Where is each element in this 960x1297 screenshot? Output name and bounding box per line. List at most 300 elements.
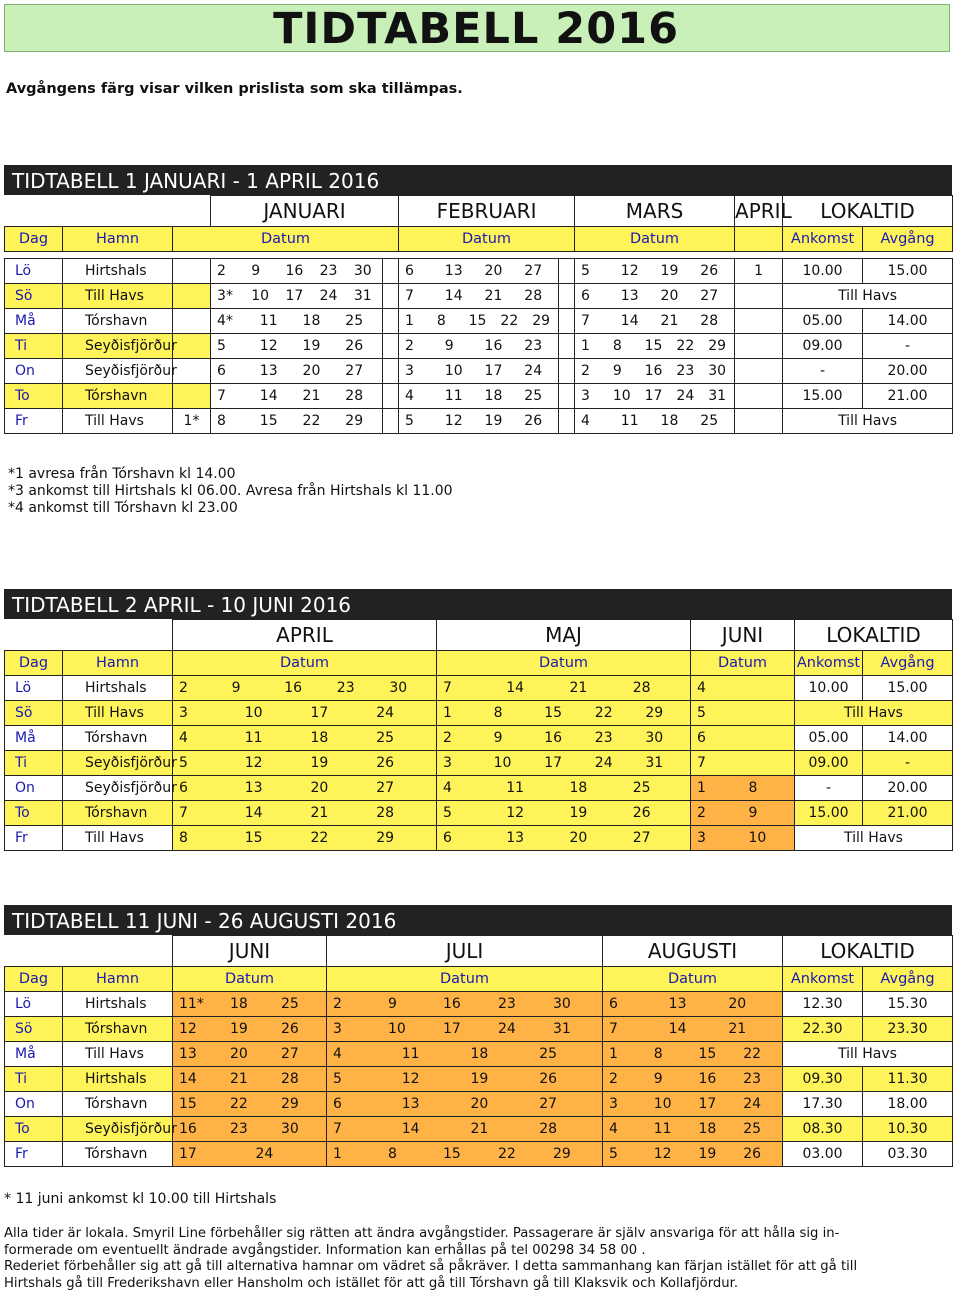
date-value: 22 (302, 413, 321, 429)
date-value: 1 (581, 338, 590, 354)
maj-dates (437, 826, 691, 851)
date-value: 27 (632, 830, 651, 846)
day-cell: To (5, 384, 63, 409)
date-value: 23 (498, 996, 516, 1012)
day-cell: Sö (5, 284, 63, 309)
date-value: 2 (217, 263, 226, 279)
jan-dates (211, 284, 383, 309)
date-value: 11 (444, 388, 463, 404)
date-value: 19 (302, 338, 321, 354)
date-value: 9 (653, 1071, 663, 1087)
ankomst-cell: 09.00 (795, 751, 863, 776)
timetable-2-grid (4, 619, 953, 851)
date-group (399, 284, 558, 308)
aug-dates (603, 1117, 783, 1142)
date-value: 16 (443, 996, 461, 1012)
date-value: 10 (653, 1096, 672, 1112)
maj-dates (437, 726, 691, 751)
ankomst-cell: - (795, 776, 863, 801)
date-group (603, 1067, 782, 1091)
table-row (5, 384, 953, 409)
month-label: APRIL (735, 196, 783, 227)
date-value: 5 (609, 1146, 618, 1162)
date-value: 30 (353, 263, 372, 279)
date-value: 15 (468, 313, 487, 329)
jul-dates (327, 1117, 603, 1142)
date-value: 15 (259, 413, 278, 429)
ankomst-cell: 09.00 (783, 334, 863, 359)
date-value: 17 (698, 1096, 717, 1112)
avgang-cell: - (863, 751, 953, 776)
mar-dates (575, 284, 735, 309)
date-value: 7 (609, 1021, 618, 1037)
date-value: 2 (333, 996, 342, 1012)
date-value: 6 (581, 288, 590, 304)
date-value: 21 (470, 1121, 489, 1137)
date-value: 11 (653, 1121, 672, 1137)
maj-dates (437, 801, 691, 826)
date-value: 2 (405, 338, 414, 354)
ankomst-cell: - (783, 359, 863, 384)
table-row (5, 801, 953, 826)
date-value: 7 (217, 388, 226, 404)
ankomst-cell: 17.30 (783, 1092, 863, 1117)
port-cell: Tórshavn (63, 726, 173, 751)
date-value: 6 (697, 730, 706, 746)
col-header-datum: Datum (691, 651, 795, 676)
date-value: 12 (620, 263, 639, 279)
date-value: 31 (353, 288, 372, 304)
date-value: 28 (632, 680, 651, 696)
ankomst-cell: 05.00 (783, 309, 863, 334)
date-value: 4 (405, 388, 414, 404)
date-value: 5 (697, 705, 706, 721)
mar-dates (575, 259, 735, 284)
date-value: 28 (281, 1071, 299, 1087)
aug-dates (603, 1017, 783, 1042)
date-group (173, 726, 436, 750)
date-value: 24 (498, 1021, 516, 1037)
day-cell: Lö (5, 992, 63, 1017)
apr-dates (173, 726, 437, 751)
ankomst-cell: 03.00 (783, 1142, 863, 1167)
timetable-3-grid (4, 935, 953, 1167)
date-value: 29 (645, 705, 664, 721)
table-row (5, 676, 953, 701)
day-cell: On (5, 1092, 63, 1117)
spacer (559, 409, 575, 434)
date-value: 26 (700, 263, 719, 279)
date-group (211, 409, 382, 433)
date-value: 10 (612, 388, 631, 404)
date-value: 4 (697, 680, 706, 696)
table-row (5, 701, 953, 726)
lokaltid-label: LOKALTID (795, 620, 953, 651)
date-value: 29 (532, 313, 551, 329)
date-value: 10 (251, 288, 270, 304)
date-value: 9 (612, 363, 622, 379)
timetable-1-notes (8, 466, 453, 517)
date-group (173, 826, 436, 850)
aug-dates (603, 1142, 783, 1167)
date-value: 26 (632, 805, 651, 821)
avgang-cell: 18.00 (863, 1092, 953, 1117)
date-value: 25 (700, 413, 719, 429)
date-value: 19 (310, 755, 329, 771)
date-value (173, 284, 211, 309)
day-cell: Fr (5, 826, 63, 851)
jun-dates (173, 1092, 327, 1117)
date-value: 20 (569, 830, 588, 846)
date-value: 12 (653, 1146, 672, 1162)
date-value: 30 (553, 996, 571, 1012)
avgang-cell: 15.00 (863, 676, 953, 701)
date-value: 20 (310, 780, 329, 796)
date-value: 19 (470, 1071, 489, 1087)
apr-date: 1 (735, 259, 783, 284)
jun-dates (691, 776, 795, 801)
feb-dates (399, 309, 559, 334)
note-line: *1 avresa från Tórshavn kl 14.00 (8, 466, 236, 482)
avgang-cell: 14.00 (863, 726, 953, 751)
date-value: 9 (231, 680, 241, 696)
jun-dates (173, 1142, 327, 1167)
date-value: 17 (544, 755, 563, 771)
date-value: 9 (748, 805, 758, 821)
apr-dates (173, 701, 437, 726)
date-value: 25 (281, 996, 299, 1012)
maj-dates (437, 701, 691, 726)
day-cell: Lö (5, 259, 63, 284)
feb-dates (399, 359, 559, 384)
date-value: 27 (281, 1046, 299, 1062)
jan-dates (211, 334, 383, 359)
date-group (575, 309, 734, 333)
date-group (327, 1017, 602, 1041)
month-label: MARS (575, 196, 735, 227)
date-value: 13 (179, 1046, 197, 1062)
date-group (603, 992, 782, 1016)
date-group (437, 751, 690, 775)
date-value: 24 (319, 288, 338, 304)
page-title: TIDTABELL 2016 (273, 4, 679, 54)
col-header-datum: Datum (603, 967, 783, 992)
col-header-avgang: Avgång (863, 651, 953, 676)
date-value: 4 (179, 730, 188, 746)
date-value: 6 (179, 780, 188, 796)
date-value: 23 (524, 338, 543, 354)
apr-date (735, 284, 783, 309)
mar-dates (575, 384, 735, 409)
jan-dates (211, 309, 383, 334)
date-group (173, 776, 436, 800)
date-group (691, 701, 794, 725)
date-value: 22 (310, 830, 329, 846)
date-group (437, 726, 690, 750)
date-value: 24 (255, 1146, 274, 1162)
col-header-hamn: Hamn (63, 967, 173, 992)
port-cell: Till Havs (63, 701, 173, 726)
month-label: APRIL (173, 620, 437, 651)
date-value: 7 (405, 288, 414, 304)
lokaltid-label: LOKALTID (783, 196, 953, 227)
date-group (603, 1092, 782, 1116)
date-value: 2 (179, 680, 188, 696)
table-row (5, 776, 953, 801)
date-value: 15 (244, 830, 263, 846)
date-value: 20 (484, 263, 503, 279)
date-value: 8 (217, 413, 226, 429)
jun-dates (691, 701, 795, 726)
apr-dates (173, 751, 437, 776)
spacer (559, 259, 575, 284)
date-group (173, 1117, 326, 1141)
date-group (691, 676, 794, 700)
date-value: 28 (345, 388, 364, 404)
date-value: 1 (443, 705, 452, 721)
date-group (211, 359, 382, 383)
footer-line: formerade om eventuellt ändrade avgångstider. Information kan erhållas på tel 00298 34 58 00 . (4, 1242, 646, 1258)
spacer (559, 334, 575, 359)
ankomst-cell: 10.00 (795, 676, 863, 701)
date-group (327, 1042, 602, 1066)
date-value: 4 (581, 413, 590, 429)
jun-dates (173, 1017, 327, 1042)
note-line: *4 ankomst till Tórshavn kl 23.00 (8, 500, 238, 516)
date-group (399, 359, 558, 383)
port-cell: Till Havs (63, 1042, 173, 1067)
jun-dates (691, 726, 795, 751)
mar-dates (575, 409, 735, 434)
till-havs-cell: Till Havs (783, 409, 953, 434)
timetable-2 (4, 589, 952, 851)
date-value: 22 (743, 1046, 762, 1062)
footer-line: Rederiet förbehåller sig att gå till alternativa hamnar om vädret så påkräver. I detta sammanhang kan färjan istället för att gå till (4, 1259, 858, 1274)
date-value: 3 (609, 1096, 618, 1112)
date-value: 19 (660, 263, 679, 279)
date-value: 3 (581, 388, 590, 404)
apr-date (735, 309, 783, 334)
date-value: 12 (444, 413, 463, 429)
date-value: 8 (179, 830, 188, 846)
date-value: 13 (259, 363, 278, 379)
jun-dates (691, 826, 795, 851)
date-value: 3 (333, 1021, 342, 1037)
day-cell: Ti (5, 1067, 63, 1092)
table-row (5, 751, 953, 776)
date-value: 22 (498, 1146, 516, 1162)
date-group (399, 309, 558, 333)
date-value: 18 (569, 780, 588, 796)
col-header-hamn: Hamn (63, 651, 173, 676)
date-value: 19 (484, 413, 503, 429)
day-cell: Fr (5, 1142, 63, 1167)
date-value: 23 (319, 263, 338, 279)
date-value: 14 (401, 1121, 420, 1137)
avgang-cell: 23.30 (863, 1017, 953, 1042)
port-cell: Seyðisfjörður (63, 776, 173, 801)
date-group (437, 776, 690, 800)
jan-dates (211, 359, 383, 384)
date-value: 10 (444, 363, 463, 379)
port-cell: Hirtshals (63, 992, 173, 1017)
date-value: 17 (443, 1021, 461, 1037)
date-group (173, 992, 326, 1016)
date-value: 4 (443, 780, 452, 796)
date-value: 6 (217, 363, 226, 379)
date-value: 2 (609, 1071, 618, 1087)
spacer (383, 334, 399, 359)
avgang-cell: 03.30 (863, 1142, 953, 1167)
date-group (327, 1142, 602, 1166)
date-value: 26 (376, 755, 395, 771)
date-group (691, 826, 794, 850)
date-value: 26 (539, 1071, 558, 1087)
jun-dates (691, 801, 795, 826)
date-value (743, 676, 795, 700)
table-row (5, 359, 953, 384)
date-value: 2 (581, 363, 590, 379)
date-value: 9 (493, 730, 503, 746)
date-value: 25 (632, 780, 651, 796)
date-value: 11 (244, 730, 263, 746)
date-value: 24 (594, 755, 613, 771)
maj-dates (437, 776, 691, 801)
month-label: JULI (327, 936, 603, 967)
date-value: 14 (506, 680, 525, 696)
ankomst-cell: 15.00 (783, 384, 863, 409)
timetable-3-note: * 11 juni ankomst kl 10.00 till Hirtshals (4, 1191, 277, 1207)
date-group (173, 676, 436, 700)
date-value: 20 (230, 1046, 248, 1062)
date-value: 23 (743, 1071, 762, 1087)
date-value: 27 (376, 780, 395, 796)
jan-dates (211, 409, 383, 434)
date-value: 8 (653, 1046, 663, 1062)
date-value: 1* (173, 409, 211, 434)
date-group (575, 409, 734, 433)
date-value: 27 (700, 288, 719, 304)
date-group (691, 751, 794, 775)
date-value: 18 (310, 730, 329, 746)
mar-dates (575, 359, 735, 384)
table-row (5, 1117, 953, 1142)
date-value: 3 (697, 830, 706, 846)
date-group (173, 1142, 326, 1166)
date-value: 12 (259, 338, 278, 354)
feb-dates (399, 384, 559, 409)
date-value: 18 (470, 1046, 489, 1062)
date-value: 3 (179, 705, 188, 721)
date-value: 7 (443, 680, 452, 696)
subtitle: Avgångens färg visar vilken prislista som ska tillämpas. (6, 81, 463, 97)
date-group (327, 1067, 602, 1091)
day-cell: Fr (5, 409, 63, 434)
date-value: 21 (660, 313, 679, 329)
date-value: 15 (698, 1046, 717, 1062)
aug-dates (603, 1092, 783, 1117)
date-value: 25 (376, 730, 395, 746)
date-value: 12 (506, 805, 525, 821)
jan-dates (211, 259, 383, 284)
date-value: 11* (179, 996, 204, 1012)
spacer (559, 284, 575, 309)
day-cell: Sö (5, 1017, 63, 1042)
till-havs-cell: Till Havs (783, 284, 953, 309)
date-group (399, 384, 558, 408)
day-cell: Ti (5, 751, 63, 776)
table-row (5, 1042, 953, 1067)
date-value: 23 (676, 363, 695, 379)
date-value: 5 (443, 805, 452, 821)
timetable-2-title: TIDTABELL 2 APRIL - 10 JUNI 2016 (4, 589, 952, 619)
till-havs-cell: Till Havs (795, 701, 953, 726)
date-value: 8 (388, 1146, 397, 1162)
table-row (5, 1142, 953, 1167)
timetable-1-title: TIDTABELL 1 JANUARI - 1 APRIL 2016 (4, 165, 952, 195)
date-group (173, 1067, 326, 1091)
date-group (575, 359, 734, 383)
date-value: 1 (697, 780, 706, 796)
col-header-avgang: Avgång (863, 967, 953, 992)
date-value: 1 (405, 313, 414, 329)
table-row (5, 1092, 953, 1117)
date-value: 7 (581, 313, 590, 329)
date-value: 21 (310, 805, 329, 821)
date-value: 2 (443, 730, 452, 746)
date-value: 17 (484, 363, 503, 379)
date-group (575, 284, 734, 308)
date-group (173, 1017, 326, 1041)
date-value: 19 (569, 805, 588, 821)
date-value: 11 (259, 313, 278, 329)
port-cell: Tórshavn (63, 1092, 173, 1117)
date-value: 26 (743, 1146, 762, 1162)
feb-dates (399, 284, 559, 309)
spacer (383, 284, 399, 309)
avgang-cell: 11.30 (863, 1067, 953, 1092)
date-value: 8 (748, 780, 758, 796)
date-value: 20 (470, 1096, 489, 1112)
port-cell: Hirtshals (63, 676, 173, 701)
maj-dates (437, 751, 691, 776)
jan-dates (211, 384, 383, 409)
date-value (743, 726, 795, 750)
date-group (691, 726, 794, 750)
date-value: 30 (389, 680, 408, 696)
avgang-cell: - (863, 334, 953, 359)
date-value: 30 (708, 363, 727, 379)
date-value: 10 (244, 705, 263, 721)
date-value: 28 (539, 1121, 558, 1137)
date-value: 4* (217, 313, 233, 329)
date-value: 26 (281, 1021, 299, 1037)
date-value: 10 (493, 755, 512, 771)
date-value: 6 (333, 1096, 342, 1112)
month-label: JUNI (691, 620, 795, 651)
date-value: 25 (345, 313, 364, 329)
date-group (173, 701, 436, 725)
date-value: 6 (609, 996, 618, 1012)
date-value (173, 259, 211, 284)
date-value: 8 (493, 705, 503, 721)
jun-dates (173, 1117, 327, 1142)
date-value: 16 (698, 1071, 717, 1087)
date-value: 29 (376, 830, 395, 846)
month-label: MAJ (437, 620, 691, 651)
date-group (211, 309, 382, 333)
date-group (575, 384, 734, 408)
